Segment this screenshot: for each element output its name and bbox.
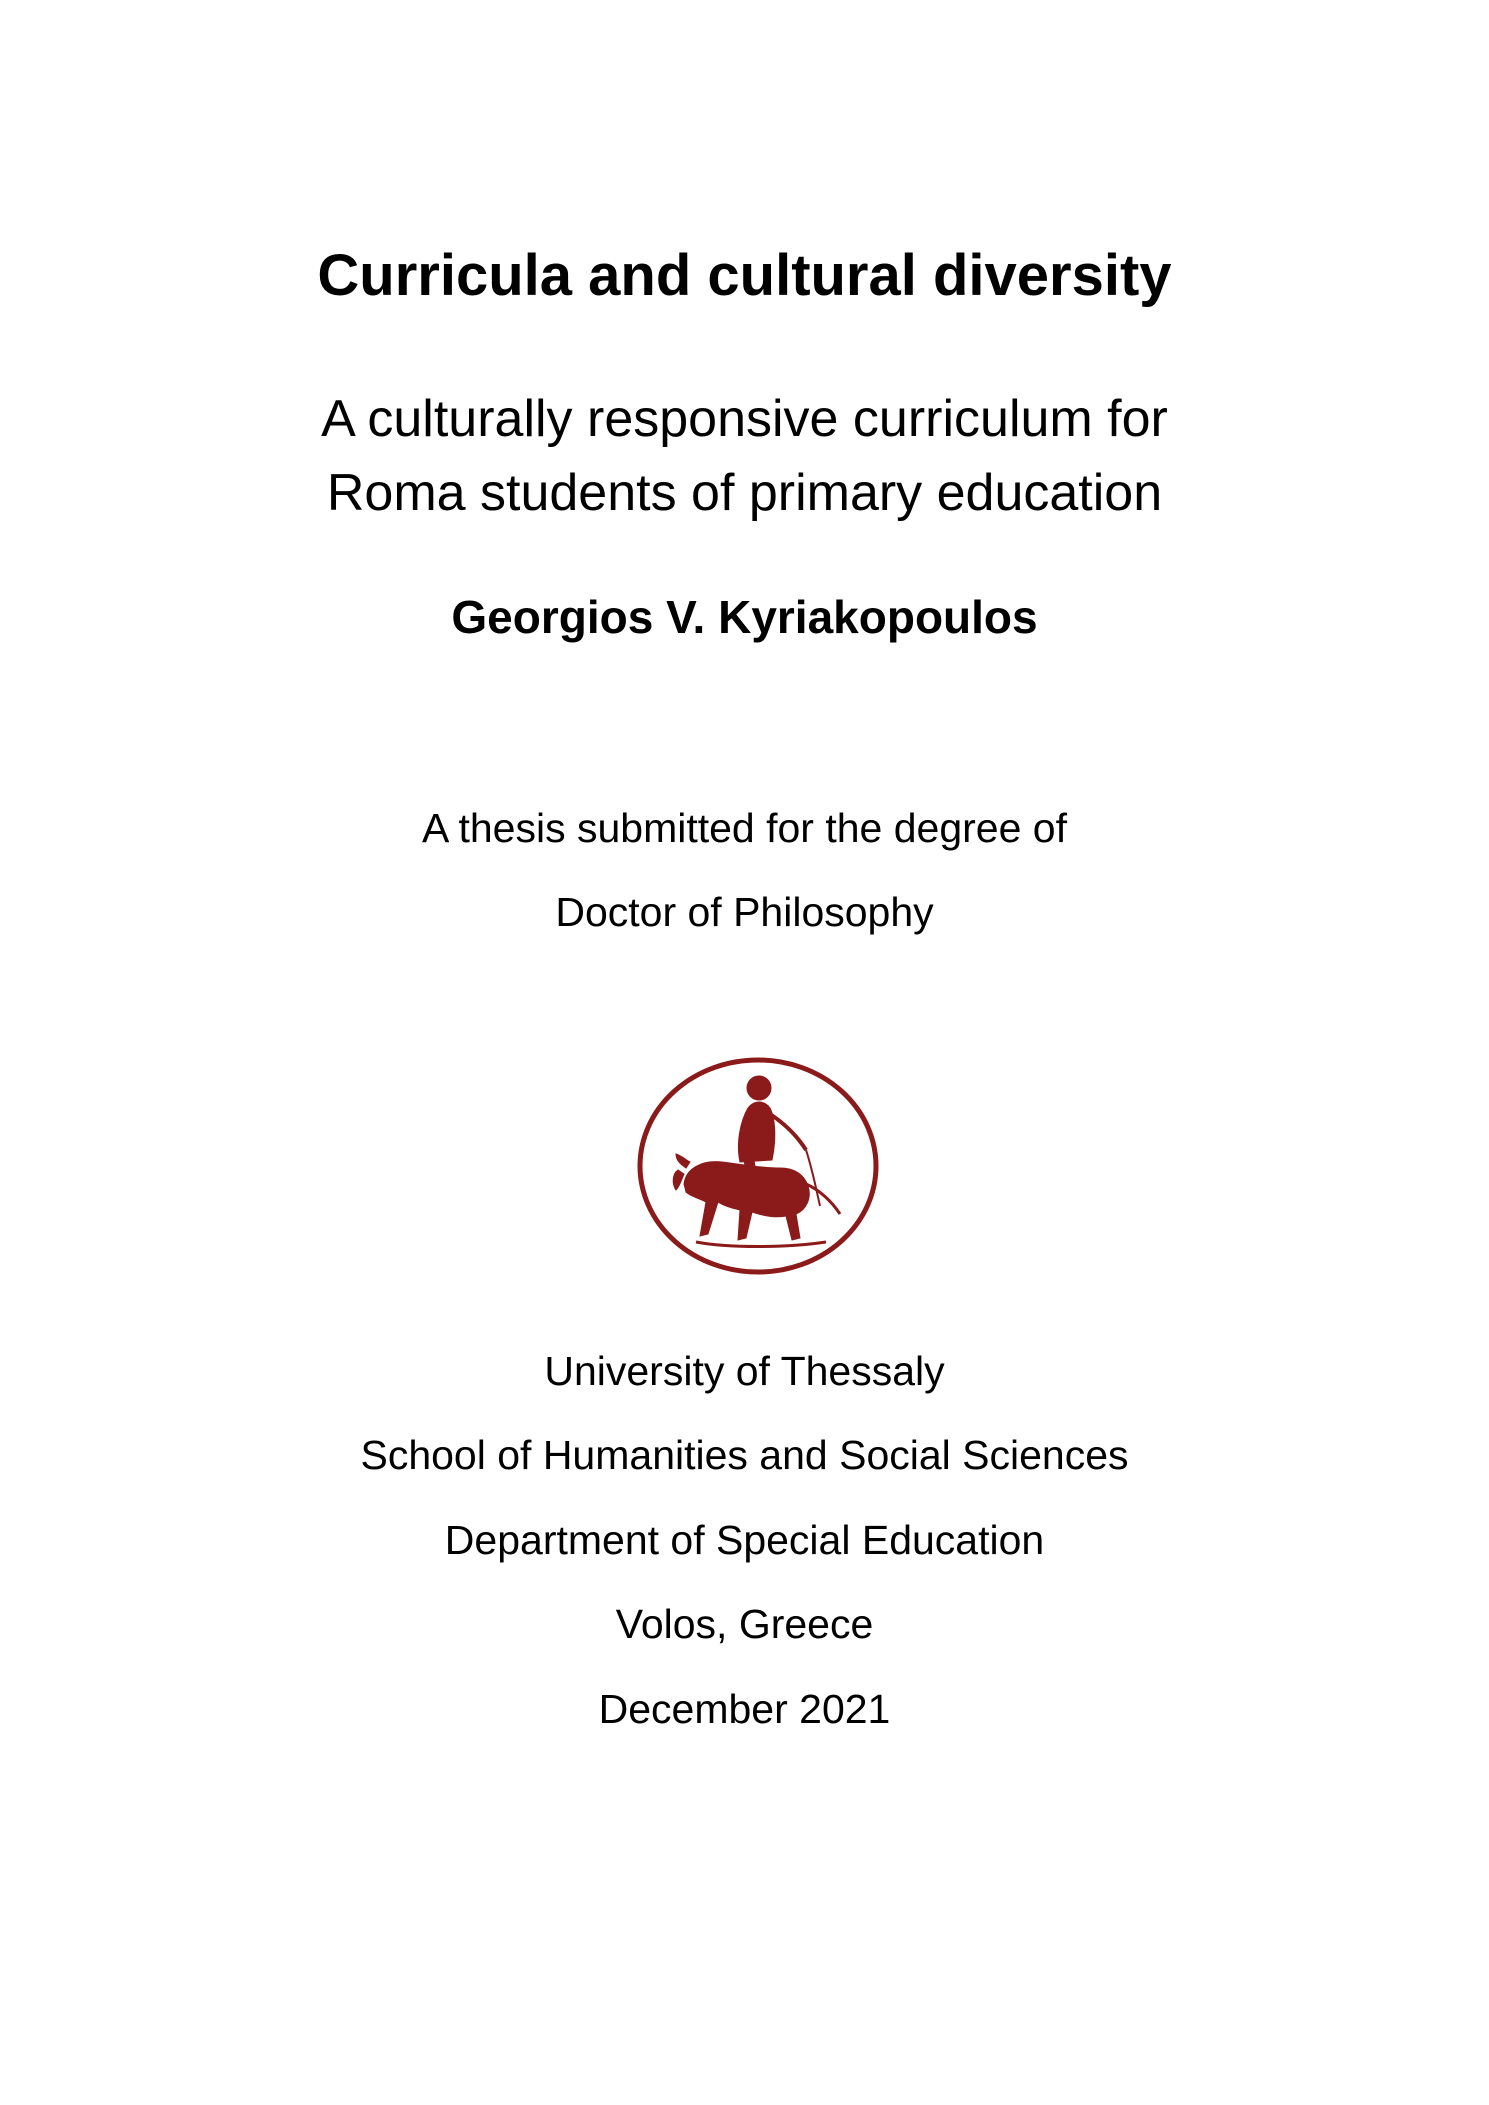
department-name: Department of Special Education	[444, 1517, 1045, 1563]
university-seal-icon	[636, 1056, 880, 1276]
university-name: University of Thessaly	[544, 1348, 945, 1394]
author-name: Georgios V. Kyriakopoulos	[451, 591, 1038, 643]
degree-name: Doctor of Philosophy	[555, 889, 934, 935]
degree-statement: A thesis submitted for the degree of	[422, 805, 1067, 851]
location: Volos, Greece	[615, 1601, 874, 1647]
subtitle-line-2: Roma students of primary education	[326, 464, 1163, 522]
school-name: School of Humanities and Social Sciences	[360, 1432, 1129, 1478]
subtitle-line-1: A culturally responsive curriculum for	[321, 390, 1168, 448]
thesis-subtitle	[0, 382, 1489, 530]
thesis-title: Curricula and cultural diversity	[317, 243, 1172, 308]
submission-date: December 2021	[598, 1686, 891, 1732]
